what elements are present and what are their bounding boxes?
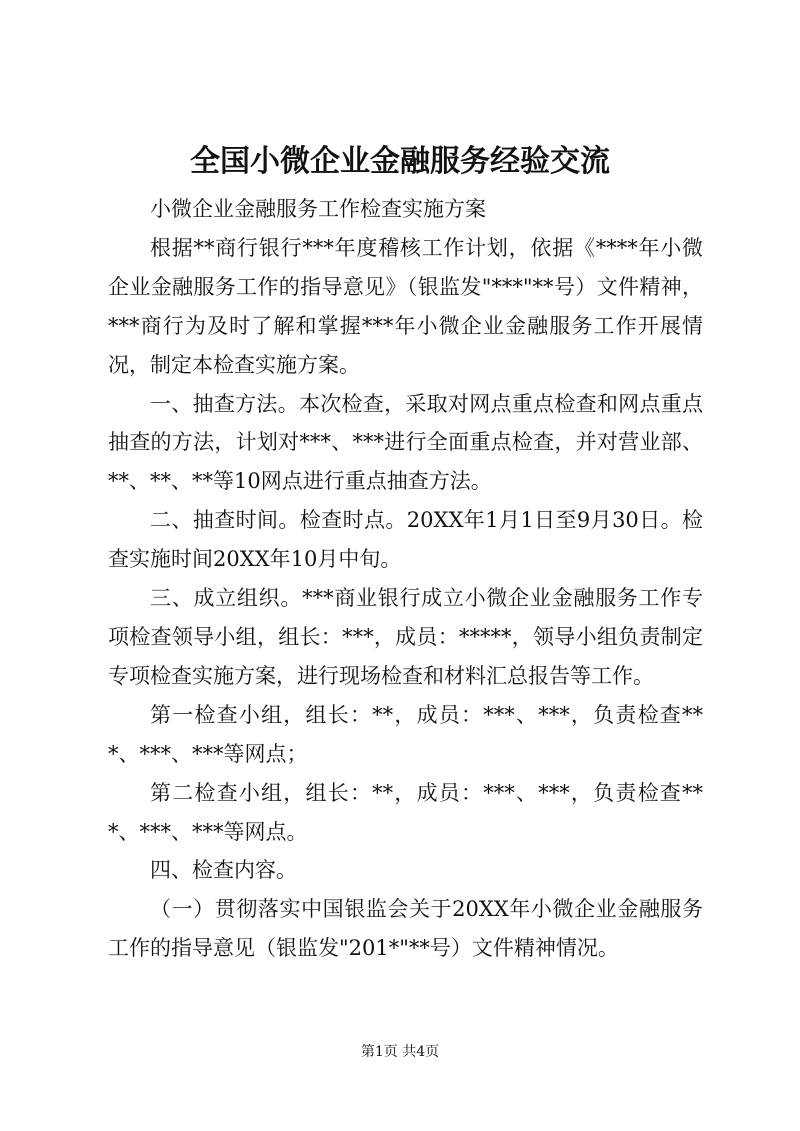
paragraph-subtitle: 小微企业金融服务工作检查实施方案 <box>150 197 486 221</box>
paragraph-organization: 三、成立组织。***商业银行成立小微企业金融服务工作专项检查领导小组，组长：***，成员：*****，领导小组负责制定专项检查实施方案，进行现场检查和材料汇总报告等工作。 <box>108 586 703 688</box>
document-body <box>108 190 703 968</box>
document-title: 全国小微企业金融服务经验交流 <box>190 144 610 179</box>
paragraph-intro: 根据**商行银行***年度稽核工作计划，依据《****年小微企业金融服务工作的指导意见》（银监发"***"**号）文件精神，***商行为及时了解和掌握***年小微企业金融服务工作开展情况，制定本检查实施方案。 <box>108 235 703 377</box>
paragraph-time: 二、抽查时间。检查时点。20XX年1月1日至9月30日。检查实施时间20XX年10月中旬。 <box>108 508 703 572</box>
page-footer: 第1页 共4页 <box>360 1044 440 1060</box>
paragraph-content-item-1: （一）贯彻落实中国银监会关于20XX年小微企业金融服务工作的指导意见（银监发"201*"**号）文件精神情况。 <box>108 897 703 961</box>
paragraph-content-heading: 四、检查内容。 <box>150 858 297 883</box>
paragraph-group-one: 第一检查小组，组长：**，成员：***、***，负责检查***、***、***等网点； <box>108 702 703 766</box>
paragraph-group-two: 第二检查小组，组长：**，成员：***、***，负责检查***、***、***等网点。 <box>108 780 703 844</box>
paragraph-method: 一、抽查方法。本次检查，采取对网点重点检查和网点重点抽查的方法，计划对***、***进行全面重点检查，并对营业部、**、**、**等10网点进行重点抽查方法。 <box>108 391 703 494</box>
